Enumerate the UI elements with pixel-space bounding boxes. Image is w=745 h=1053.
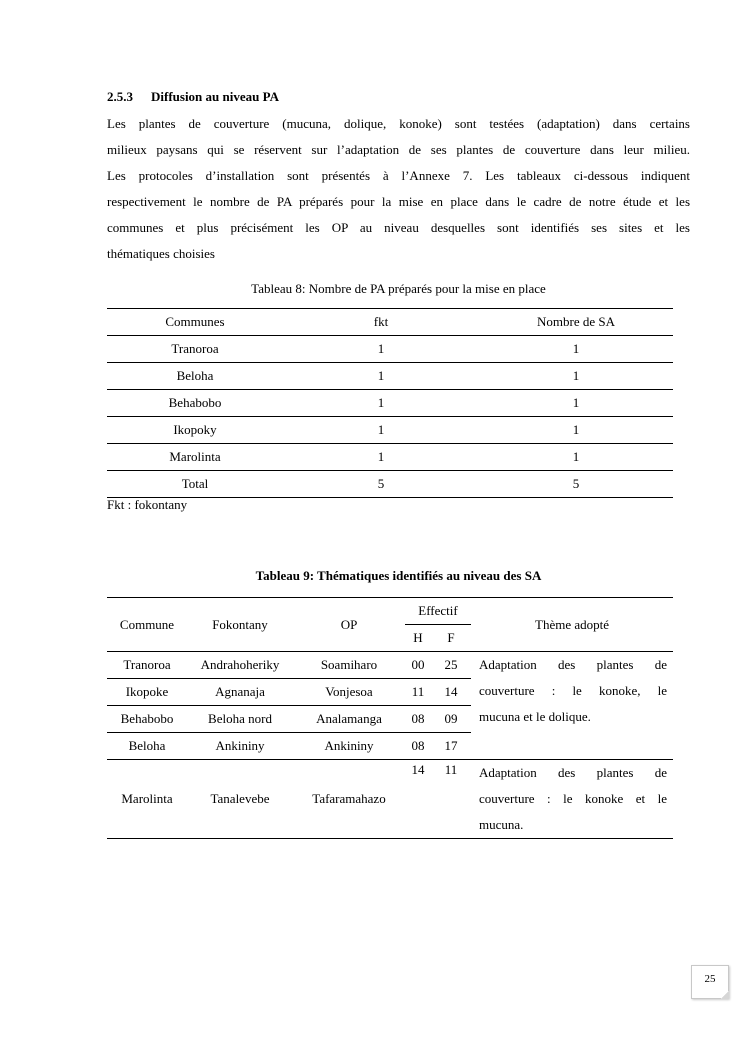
theme-line: Adaptation des plantes de (479, 657, 667, 672)
table-cell: 5 (283, 471, 479, 498)
table8 (107, 308, 673, 498)
theme-line: Adaptation des plantes de (479, 765, 667, 780)
header-op: OP (293, 598, 405, 652)
table-cell: Tafaramahazo (293, 760, 405, 839)
table-cell: Tranoroa (107, 652, 187, 679)
header-nombre-sa: Nombre de SA (479, 309, 673, 336)
table-cell: 11 (431, 760, 471, 839)
table-cell: Behabobo (107, 390, 283, 417)
table-cell: 25 (431, 652, 471, 679)
table-cell: 1 (283, 363, 479, 390)
table9-caption: Tableau 9: Thématiques identifiés au niveau des SA (255, 568, 542, 583)
table-row (107, 760, 673, 839)
table-cell: Behabobo (107, 706, 187, 733)
table-cell: Ikopoky (107, 417, 283, 444)
table-header-row (107, 598, 673, 625)
table-cell: Total (107, 471, 283, 498)
theme-line: couverture : le konoke et le (479, 791, 667, 806)
header-fokontany: Fokontany (187, 598, 293, 652)
table-cell: 5 (479, 471, 673, 498)
table-cell: 11 (405, 679, 431, 706)
table-row (107, 363, 673, 390)
table-cell: Agnanaja (187, 679, 293, 706)
page-number: 25 (704, 973, 716, 985)
section-number: 2.5.3 (107, 89, 133, 104)
table-cell: 17 (431, 733, 471, 760)
table-cell: 09 (431, 706, 471, 733)
table-cell: 14 (431, 679, 471, 706)
table-row (107, 652, 673, 679)
table8-note: Fkt : fokontany (107, 497, 188, 512)
table-cell: Tanalevebe (187, 760, 293, 839)
table8-caption: Tableau 8: Nombre de PA préparés pour la mise en place (251, 281, 546, 296)
paragraph-line: Les plantes de couverture (mucuna, dolique, konoke) sont testées (adaptation) dans certains (107, 116, 690, 131)
table-cell: 1 (283, 336, 479, 363)
table-cell: Ankininy (187, 733, 293, 760)
table-cell: Beloha (107, 733, 187, 760)
table9 (107, 597, 673, 839)
header-theme: Thème adopté (471, 598, 673, 652)
table-cell: Beloha (107, 363, 283, 390)
table-cell: 1 (283, 390, 479, 417)
theme-line: couverture : le konoke, le (479, 683, 667, 698)
theme-cell (471, 652, 673, 760)
section-title: Diffusion au niveau PA (151, 89, 279, 104)
table-cell: Analamanga (293, 706, 405, 733)
page-corner-fold (721, 991, 729, 999)
table-cell: 1 (283, 444, 479, 471)
theme-cell (471, 760, 673, 839)
section-heading (107, 88, 279, 106)
table-cell: 08 (405, 706, 431, 733)
theme-line: mucuna. (479, 817, 524, 832)
table-cell: Marolinta (107, 444, 283, 471)
table-cell: Andrahoheriky (187, 652, 293, 679)
table-cell: Tranoroa (107, 336, 283, 363)
header-h: H (405, 625, 431, 652)
table-cell: 1 (479, 363, 673, 390)
table-cell: Ankininy (293, 733, 405, 760)
paragraph-line: thématiques choisies (107, 246, 215, 261)
header-commune: Commune (107, 598, 187, 652)
table-row (107, 336, 673, 363)
paragraph-line: Les protocoles d’installation sont présentés à l’Annexe 7. Les tableaux ci-dessous indiquent (107, 168, 690, 183)
table-row (107, 417, 673, 444)
table-cell: 1 (479, 444, 673, 471)
table-cell: 1 (479, 417, 673, 444)
paragraph-line: milieux paysans qui se réservent sur l’adaptation de ses plantes de couverture dans leur milieu. (107, 142, 690, 157)
table-cell: Marolinta (107, 760, 187, 839)
table-cell: Vonjesoa (293, 679, 405, 706)
table-cell: Beloha nord (187, 706, 293, 733)
table-cell: 1 (479, 336, 673, 363)
header-f: F (431, 625, 471, 652)
table-cell: Soamiharo (293, 652, 405, 679)
table-cell: 1 (283, 417, 479, 444)
table-cell: 14 (405, 760, 431, 839)
table-header-row (107, 309, 673, 336)
table-cell: Ikopoke (107, 679, 187, 706)
paragraph-line: respectivement le nombre de PA préparés pour la mise en place dans le cadre de notre étude et les (107, 194, 690, 209)
table-cell: 08 (405, 733, 431, 760)
table-cell: 00 (405, 652, 431, 679)
table-row (107, 390, 673, 417)
header-effectif: Effectif (405, 598, 471, 625)
table-cell: 1 (479, 390, 673, 417)
body-paragraph (107, 111, 690, 267)
table-total-row (107, 471, 673, 498)
table-row (107, 444, 673, 471)
paragraph-line: communes et plus précisément les OP au niveau desquelles sont identifiés ses sites et les (107, 220, 690, 235)
header-communes: Communes (107, 309, 283, 336)
page-number-box (691, 965, 729, 999)
header-fkt: fkt (283, 309, 479, 336)
theme-line: mucuna et le dolique. (479, 709, 591, 724)
